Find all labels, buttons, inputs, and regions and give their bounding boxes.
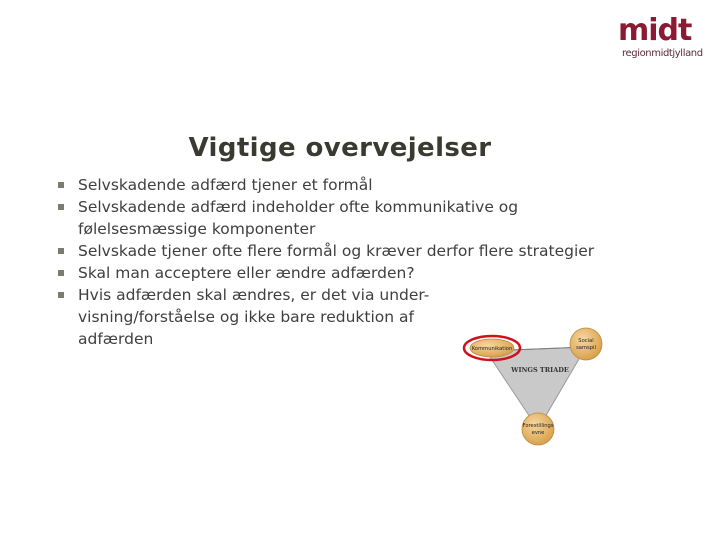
node-forestilling-label-1: Forestillings — [522, 423, 554, 429]
bullet-text: Selvskade tjener ofte flere formål og kræver derfor flere strategier — [78, 242, 595, 260]
bullet-marker-icon — [58, 248, 64, 254]
bullet-item — [54, 262, 664, 284]
bullet-list — [54, 174, 664, 350]
bullet-text: Selvskadende adfærd tjener et formål — [78, 176, 373, 194]
bullet-marker-icon — [58, 270, 64, 276]
region-midtjylland-logo — [616, 14, 708, 58]
wings-triade-diagram — [462, 325, 612, 450]
bullet-marker-icon — [58, 292, 64, 298]
node-social-samspil — [570, 328, 602, 360]
node-social-label-1: Social — [578, 338, 594, 344]
bullet-text: Selvskadende adfærd indeholder ofte kommunikative og følelsesmæssige komponenter — [78, 198, 519, 238]
diagram-center-label: WINGS TRIADE — [511, 366, 569, 374]
slide-title: Vigtige overvejelser — [188, 133, 492, 163]
logo-mark: midt — [618, 13, 692, 48]
node-forestillingsevne — [522, 413, 554, 445]
bullet-text: Hvis adfærden skal ændres, er det via under-visning/forståelse og ikke bare reduktion af adfærden — [78, 286, 430, 348]
bullet-marker-icon — [58, 182, 64, 188]
logo-subtitle: regionmidtjylland — [622, 48, 703, 59]
node-kommunikation-label: Kommunikation — [471, 346, 513, 352]
bullet-item — [54, 174, 664, 196]
node-forestilling-label-2: evne — [531, 430, 545, 436]
node-social-label-2: samspil — [576, 345, 596, 351]
bullet-item — [54, 196, 664, 240]
bullet-text: Skal man acceptere eller ændre adfærden? — [78, 264, 415, 282]
bullet-marker-icon — [58, 204, 64, 210]
bullet-item — [54, 240, 664, 262]
